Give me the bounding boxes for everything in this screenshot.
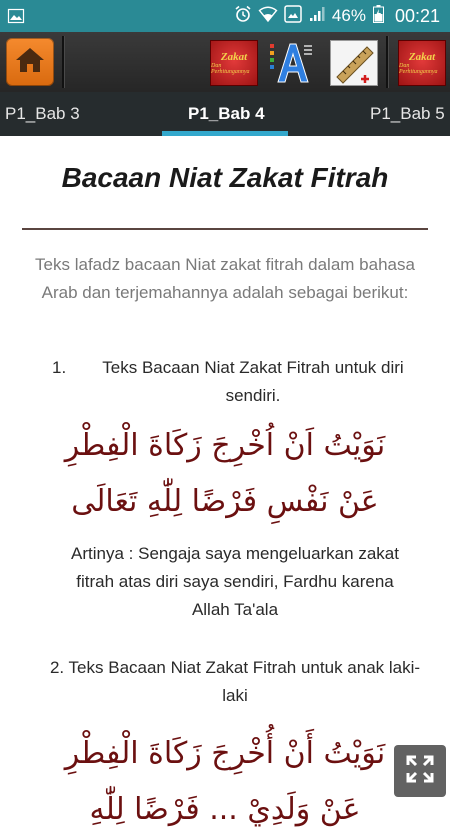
item-2-arabic-line-2: عَنْ وَلَدِيْ ... فَرْضًا لِلّٰهِ: [89, 792, 361, 827]
home-icon: [14, 46, 46, 78]
item-1-number: 1.: [52, 358, 67, 377]
article-content[interactable]: [0, 136, 450, 827]
clock: 00:21: [394, 5, 440, 26]
item-2-arabic-line-1: نَوَيْتُ أَنْ أُخْرِجَ زَكَاةَ الْفِطْرِ: [64, 736, 386, 771]
intro-text: Teks lafadz bacaan Niat zakat fitrah dalam bahasa Arab dan terjemahannya adalah sebagai berikut:: [35, 255, 415, 302]
ruler-icon: [331, 70, 377, 89]
article-title: Bacaan Niat Zakat Fitrah: [61, 162, 389, 193]
tab-strip: [0, 92, 450, 136]
zakat-book-button[interactable]: [210, 40, 258, 86]
zakat-icon-title: Zakat: [220, 50, 248, 63]
ruler-button[interactable]: [330, 40, 378, 86]
gallery-notification-icon: [8, 8, 24, 22]
font-size-button[interactable]: [268, 40, 314, 84]
fullscreen-button[interactable]: [394, 745, 446, 797]
toolbar: [0, 32, 450, 92]
tab-p1-bab-3[interactable]: P1_Bab 3: [5, 104, 80, 123]
home-button[interactable]: [6, 38, 54, 86]
toolbar-divider: [62, 36, 65, 88]
item-1-arabic-line-1: نَوَيْتُ اَنْ اُخْرِجَ زَكَاةَ الْفِطْرِ: [64, 428, 386, 463]
item-1-heading: Teks Bacaan Niat Zakat Fitrah untuk diri sendiri.: [102, 358, 404, 405]
wifi-icon: [259, 6, 277, 26]
tab-p1-bab-5[interactable]: P1_Bab 5: [370, 104, 445, 123]
title-divider: [22, 228, 428, 230]
item-2-heading: 2. Teks Bacaan Niat Zakat Fitrah untuk anak laki-laki: [49, 658, 421, 705]
expand-icon: [405, 754, 435, 788]
font-size-icon: [268, 69, 314, 88]
zakat-icon-subtitle: Dan Perhitungannya: [211, 62, 250, 75]
tab-p1-bab-4[interactable]: P1_Bab 4: [188, 104, 265, 123]
zakat-icon-title: Zakat: [408, 50, 436, 63]
signal-icon: [309, 6, 325, 26]
battery-charging-icon: [373, 5, 384, 27]
toolbar-divider: [386, 36, 389, 88]
zakat-icon-subtitle: Dan Perhitungannya: [399, 62, 438, 75]
battery-percent: 46%: [331, 6, 366, 25]
status-bar: [0, 0, 450, 32]
zakat-book-button-2[interactable]: [398, 40, 446, 86]
item-1-translation: Artinya : Sengaja saya mengeluarkan zakat fitrah atas diri saya sendiri, Fardhu karena Allah Ta'ala: [71, 544, 399, 619]
item-1-arabic-line-2: عَنْ نَفْسِ فَرْضًا لِلّٰهِ تَعَالَى: [71, 484, 379, 519]
alarm-icon: [234, 5, 252, 27]
screenshot-icon: [284, 5, 302, 27]
